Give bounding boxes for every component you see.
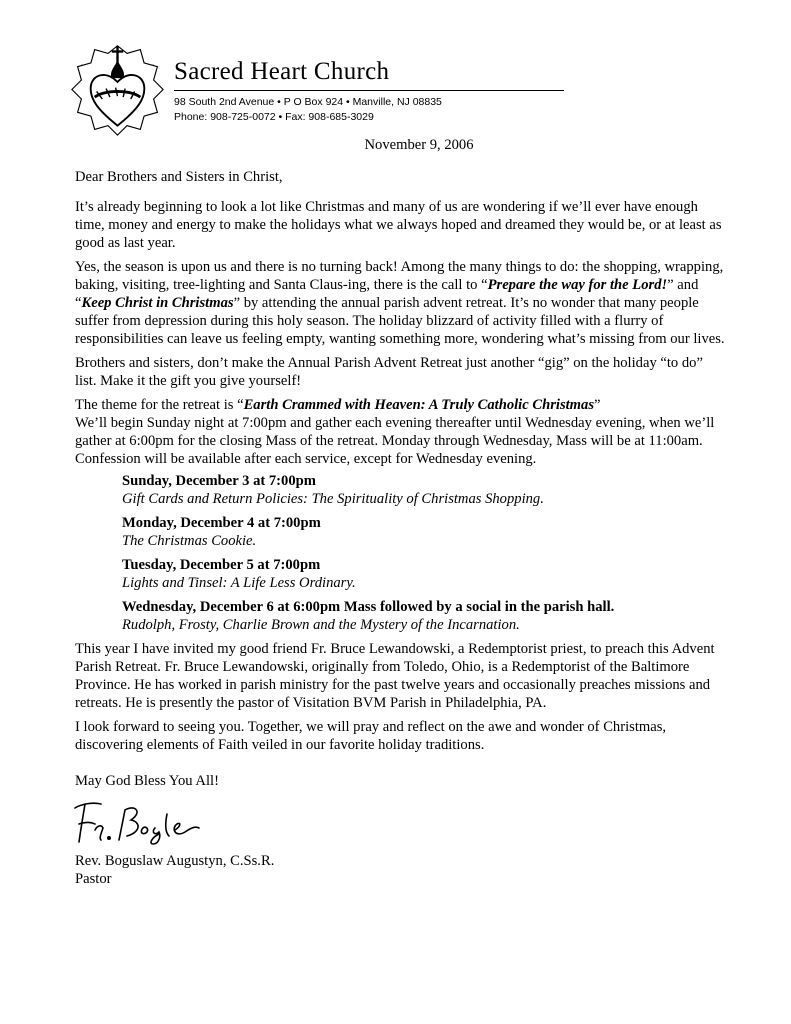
signature-text: Fr. Bogie — [71, 798, 75, 799]
paragraph-invitation: I look forward to seeing you. Together, we will pray and reflect on the awe and wonder of Christmas, discovering elements of Faith veiled in our favorite holiday traditions. — [75, 719, 667, 753]
paragraph-season — [75, 258, 725, 348]
schedule-item-title: Monday, December 4 at 7:00pm — [122, 515, 321, 531]
schedule-item-title: Wednesday, December 6 at 6:00pm Mass followed by a social in the parish hall. — [122, 599, 615, 615]
handwritten-signature — [71, 798, 221, 846]
letter-body — [71, 136, 725, 888]
paragraph-season-text-1: Yes, the season is upon us and there is no turning back! Among the many things to do: the shopping, wrapping, baking, visiting, tree-lighting and Santa Claus-ing, there is the call to “ — [75, 259, 724, 293]
closing-blessing: May God Bless You All! — [75, 773, 219, 789]
retreat-times: We’ll begin Sunday night at 7:00pm and gather each evening thereafter until Wednesday evening, when we’ll gather at 6:00pm for the closing Mass of the retreat. Monday through Wednesday, Mass will be at 11:00am. Confession will be available after each service, except for Wednesday evening. — [75, 415, 715, 467]
paragraph-intro: It’s already beginning to look a lot like Christmas and many of us are wondering if we’ll ever have enough time, money and energy to make the holidays what we always hoped and dreamed they would be, or at least as good as last year. — [75, 199, 722, 251]
signer-title: Pastor — [75, 871, 112, 887]
schedule-item — [122, 472, 725, 508]
schedule-item — [122, 556, 725, 592]
sacred-heart-logo-icon — [70, 42, 165, 137]
schedule-item-topic: Rudolph, Frosty, Charlie Brown and the Mystery of the Incarnation. — [122, 617, 520, 633]
greeting: Dear Brothers and Sisters in Christ, — [75, 169, 283, 185]
theme-intro: The theme for the retreat is “ — [75, 397, 244, 413]
paragraph-preacher: This year I have invited my good friend Fr. Bruce Lewandowski, a Redemptorist priest, to preach this Advent Parish Retreat. Fr. Bruce Lewandowski, originally from Toledo, Ohio, is a Redemptorist of the Baltimore Province. He has worked in parish ministry for the past twelve years and occasionally preaches missions and retreats. He is presently the pastor of Visitation BVM Parish in Philadelphia, PA. — [75, 641, 715, 711]
paragraph-theme — [75, 396, 725, 468]
paragraph-gift: Brothers and sisters, don’t make the Annual Parish Advent Retreat just another “gig” on the holiday “to do” list. Make it the gift you give yourself! — [75, 355, 703, 389]
theme-close-quote: ” — [594, 397, 601, 413]
church-name: Sacred Heart Church — [174, 58, 390, 85]
schedule-item-title: Tuesday, December 5 at 7:00pm — [122, 557, 321, 573]
paragraph-season-text-3: ” by attending the annual parish advent retreat. It’s no wonder that many people suffer from depression during this holy season. The holiday blizzard of activity filled with a flurry of responsibilities can leave us feeling empty, wanting something more, wondering what’s missing from our lives. — [75, 295, 725, 347]
church-address: 98 South 2nd Avenue • P O Box 924 • Manville, NJ 08835 — [174, 96, 442, 108]
emphasis-keep-christ: Keep Christ in Christmas — [81, 295, 234, 311]
retreat-schedule — [122, 472, 725, 634]
signer-name: Rev. Boguslaw Augustyn, C.Ss.R. — [75, 853, 275, 869]
paragraph-season-text-2: ” and “ — [75, 277, 699, 311]
schedule-item-title: Sunday, December 3 at 7:00pm — [122, 473, 316, 489]
schedule-item-topic: Lights and Tinsel: A Life Less Ordinary. — [122, 575, 356, 591]
letterhead-rule — [174, 90, 564, 91]
emphasis-prepare-way: Prepare the way for the Lord! — [487, 277, 668, 293]
schedule-item — [122, 598, 725, 634]
schedule-item — [122, 514, 725, 550]
schedule-item-topic: The Christmas Cookie. — [122, 533, 257, 549]
church-phone: Phone: 908-725-0072 • Fax: 908-685-3029 — [174, 111, 374, 123]
retreat-theme-title: Earth Crammed with Heaven: A Truly Catholic Christmas — [243, 397, 595, 413]
letterhead — [70, 42, 570, 137]
letter-date: November 9, 2006 — [364, 137, 474, 153]
schedule-item-topic: Gift Cards and Return Policies: The Spirituality of Christmas Shopping. — [122, 491, 544, 507]
